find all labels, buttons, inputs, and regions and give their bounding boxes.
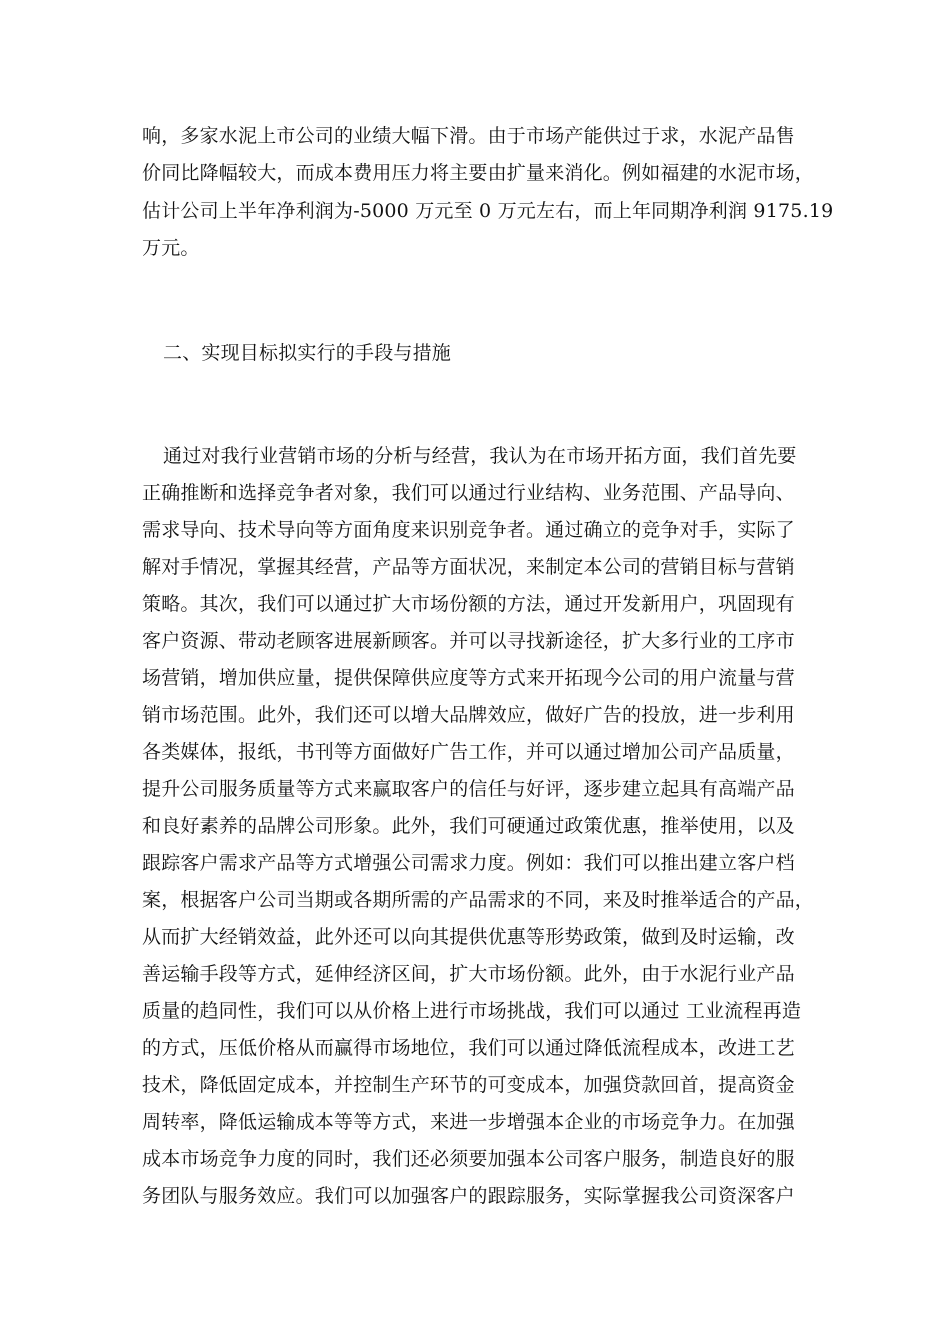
paragraph-2-line: 的方式，压低价格从而赢得市场地位，我们可以通过降低流程成本，改进工艺	[142, 1037, 795, 1059]
paragraph-2-line: 销市场范围。此外，我们还可以增大品牌效应，做好广告的投放，进一步利用	[142, 704, 795, 726]
paragraph-2-line: 务团队与服务效应。我们可以加强客户的跟踪服务，实际掌握我公司资深客户	[142, 1185, 795, 1207]
paragraph-1-line: 估计公司上半年净利润为-5000 万元至 0 万元左右，而上年同期净利润 9175.19	[142, 200, 834, 222]
paragraph-2-line: 成本市场竞争力度的同时，我们还必须要加强本公司客户服务，制造良好的服	[142, 1148, 795, 1170]
paragraph-1-line: 响，多家水泥上市公司的业绩大幅下滑。由于市场产能供过于求，水泥产品售	[142, 125, 795, 147]
paragraph-2-line: 技术，降低固定成本，并控制生产环节的可变成本，加强贷款回首，提高资金	[142, 1074, 795, 1096]
paragraph-2-line: 从而扩大经销效益，此外还可以向其提供优惠等形势政策，做到及时运输，改	[142, 926, 795, 948]
paragraph-2-line: 周转率，降低运输成本等等方式，来进一步增强本企业的市场竞争力。在加强	[142, 1111, 795, 1133]
paragraph-2-line: 需求导向、技术导向等方面角度来识别竞争者。通过确立的竞争对手，实际了	[142, 519, 795, 541]
paragraph-2-line: 正确推断和选择竞争者对象，我们可以通过行业结构、业务范围、产品导向、	[142, 482, 795, 504]
paragraph-2-line: 解对手情况，掌握其经营，产品等方面状况，来制定本公司的营销目标与营销	[142, 556, 795, 578]
section-heading: 二、实现目标拟实行的手段与措施	[163, 342, 452, 364]
paragraph-2-line: 各类媒体，报纸，书刊等方面做好广告工作，并可以通过增加公司产品质量，	[142, 741, 795, 763]
paragraph-2-line: 通过对我行业营销市场的分析与经营，我认为在市场开拓方面，我们首先要	[163, 445, 797, 467]
paragraph-2-line: 质量的趋同性，我们可以从价格上进行市场挑战，我们可以通过 工业流程再造	[142, 1000, 802, 1022]
paragraph-2-line: 提升公司服务质量等方式来赢取客户的信任与好评，逐步建立起具有高端产品	[142, 778, 795, 800]
paragraph-2-line: 场营销，增加供应量，提供保障供应度等方式来开拓现今公司的用户流量与营	[142, 667, 795, 689]
paragraph-2-line: 跟踪客户需求产品等方式增强公司需求力度。例如：我们可以推出建立客户档	[142, 852, 795, 874]
paragraph-1-line: 价同比降幅较大，而成本费用压力将主要由扩量来消化。例如福建的水泥市场，	[142, 162, 815, 184]
paragraph-2-line: 案，根据客户公司当期或各期所需的产品需求的不同，来及时推举适合的产品，	[142, 889, 815, 911]
paragraph-2-line: 善运输手段等方式，延伸经济区间，扩大市场份额。此外，由于水泥行业产品	[142, 963, 795, 985]
paragraph-2-line: 策略。其次，我们可以通过扩大市场份额的方法，通过开发新用户，巩固现有	[142, 593, 795, 615]
paragraph-1-line: 万元。	[142, 237, 200, 259]
paragraph-2-line: 客户资源、带动老顾客进展新顾客。并可以寻找新途径，扩大多行业的工序市	[142, 630, 795, 652]
paragraph-2-line: 和良好素养的品牌公司形象。此外，我们可硬通过政策优惠，推举使用，以及	[142, 815, 795, 837]
